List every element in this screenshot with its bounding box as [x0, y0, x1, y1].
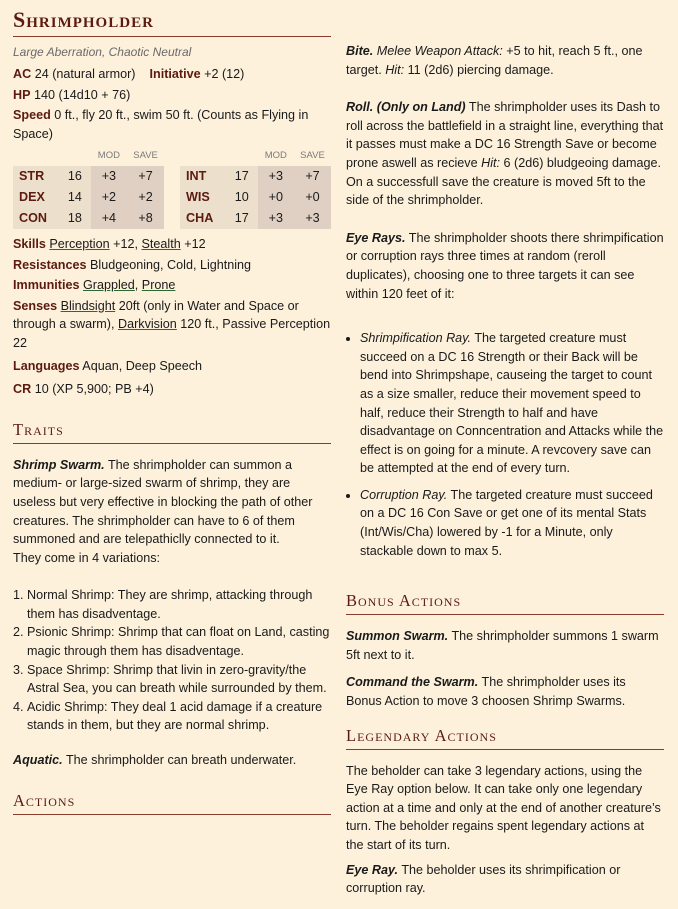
details-block — [13, 235, 331, 399]
list-item: 4. Acidic Shrimp: They deal 1 acid damage if a creature stands in them, but they are normal shrimp. — [27, 698, 331, 735]
languages-line: Languages Aquan, Deep Speech — [13, 358, 203, 373]
monster-subtitle: Large Aberration, Chaotic Neutral — [13, 45, 192, 59]
title-rule — [13, 36, 331, 37]
shrimp-variation-list — [13, 586, 331, 735]
action-roll: Roll. (Only on Land) The shrimpholder uses its Dash to roll across the battlefield in a straight line, everything that it passes must make a DC 16 Strength Save or become prone aswell as recieve Hit: 6 (2d6) bludgeoing damage. On a successfull save the creature is moved 5ft to the side of the shrimpholder. — [346, 100, 664, 208]
list-item: 3. Space Shrimp: Shrimp that livin in zero-gravity/the Astral Sea, you can breath while surrounded by them. — [27, 661, 331, 698]
immunities-line: Immunities Grappled, Prone — [13, 278, 176, 293]
ability-table — [13, 147, 331, 229]
bonus-actions-heading: Bonus Actions — [346, 590, 664, 615]
list-item: 2. Psionic Shrimp: Shrimp that can float on Land, casting magic through them has disadventage. — [27, 623, 331, 660]
trait-shrimp-swarm: Shrimp Swarm. The shrimpholder can summon a medium- or large-sized swarm of shrimp, they are useless but very effective in blocking the path of other creatures. The shrimpholder can have to 6 of them summoned and are telepathiclly connected to it. They come in 4 variations: 1. Normal Shrimp: They are shrimp, attacking through them has disadventage. 2. Psionic Shrimp: Shrimp that can float on Land, casting magic through them has disadventage. 3. Space Shrimp: Shrimp that livin in zero-gravity/the Astral Sea, you can breath while surrounded by them. 4. Acidic Shrimp: They deal 1 acid damage if a creature stands in them, but they are normal shrimp. — [13, 456, 331, 735]
skill-perception-link[interactable]: Perception — [49, 236, 110, 251]
legendary-actions-heading: Legendary Actions — [346, 725, 664, 750]
ac-line: AC 24 (natural armor) Initiative +2 (12) — [13, 67, 245, 81]
legendary-eye-ray: Eye Ray. The beholder uses its shrimpification or corruption ray. — [346, 862, 621, 896]
ability-row: STR 16 +3 +7 INT 17 +3 +7 — [13, 166, 331, 187]
ability-header-row: MOD SAVE MOD SAVE — [97, 150, 325, 162]
list-item: 1. Normal Shrimp: They are shrimp, attacking through them has disadventage. — [27, 586, 331, 623]
action-bite: Bite. Melee Weapon Attack: +5 to hit, reach 5 ft., one target. Hit: 11 (2d6) piercing damage. — [346, 44, 643, 77]
speed-line: Speed 0 ft., fly 20 ft., swim 50 ft. (Counts as Flying in Space) — [13, 108, 309, 141]
cr-line: CR 10 (XP 5,900; PB +4) — [13, 382, 154, 397]
legendary-intro: The beholder can take 3 legendary actions, using the Eye Ray option below. It can take only one legendary action at a time and only at the end of another creature’s turn. The beholder regains spent legendary actions at the start of its turn. — [346, 763, 661, 852]
ability-row: CON 18 +4 +8 CHA 17 +3 +3 — [13, 208, 331, 229]
sense-blindsight-link[interactable]: Blindsight — [60, 298, 116, 313]
monster-name: Shrimpholder — [13, 7, 154, 32]
list-item: • Corruption Ray. The targeted creature must succeed on a DC 16 Con Save or get one of its mental Stats (Int/Wis/Cha) lowered by -1 for a Minute, only stackable down to max 5. — [360, 486, 664, 560]
condition-grappled-link[interactable]: Grappled — [82, 278, 135, 293]
trait-aquatic: Aquatic. The shrimpholder can breath underwater. — [13, 753, 297, 768]
ability-row: DEX 14 +2 +2 WIS 10 +0 +0 — [13, 187, 331, 208]
resistances-line: Resistances Bludgeoning, Cold, Lightning — [13, 257, 252, 272]
eye-ray-list — [346, 329, 664, 560]
left-column — [13, 0, 331, 815]
right-column — [346, 42, 664, 898]
list-item: • Shrimpification Ray. The targeted creature must succeed on a DC 16 Strength or their Back will be bend into Shrimpshape, causeing the target to count as a size smaller, reduce their movement speed to half, reduce their Strength to half and have disadvantage on Conncentration and Attacks while the effect is on going for a minute. A revcovery save can be attempted at the end of every turn. — [360, 329, 664, 478]
core-stats — [13, 65, 331, 143]
bonus-summon-swarm: Summon Swarm. The shrimpholder summons 1 swarm 5ft next to it. — [346, 629, 659, 662]
hp-line: HP 140 (14d10 + 76) — [13, 87, 131, 102]
bonus-command-swarm: Command the Swarm. The shrimpholder uses its Bonus Action to move 3 choosen Shrimp Swarms. — [346, 675, 626, 709]
action-eye-rays: Eye Rays. The shrimpholder shoots there shrimpification or corruption rays three times at random (reroll duplicates), choosing one to three targets it can see within 120 feet of it: — [346, 230, 664, 301]
senses-line: Senses Blindsight 20ft (only in Water and Space or through a swarm), Darkvision 120 ft., Passive Perception 22 — [13, 298, 331, 350]
traits-heading: Traits — [13, 419, 331, 444]
sense-darkvision-link[interactable]: Darkvision — [118, 317, 177, 332]
skills-line: Skills Perception +12, Stealth +12 — [13, 236, 206, 251]
condition-prone-link[interactable]: Prone — [141, 278, 176, 293]
skill-stealth-link[interactable]: Stealth — [141, 236, 181, 251]
actions-heading: Actions — [13, 790, 331, 815]
